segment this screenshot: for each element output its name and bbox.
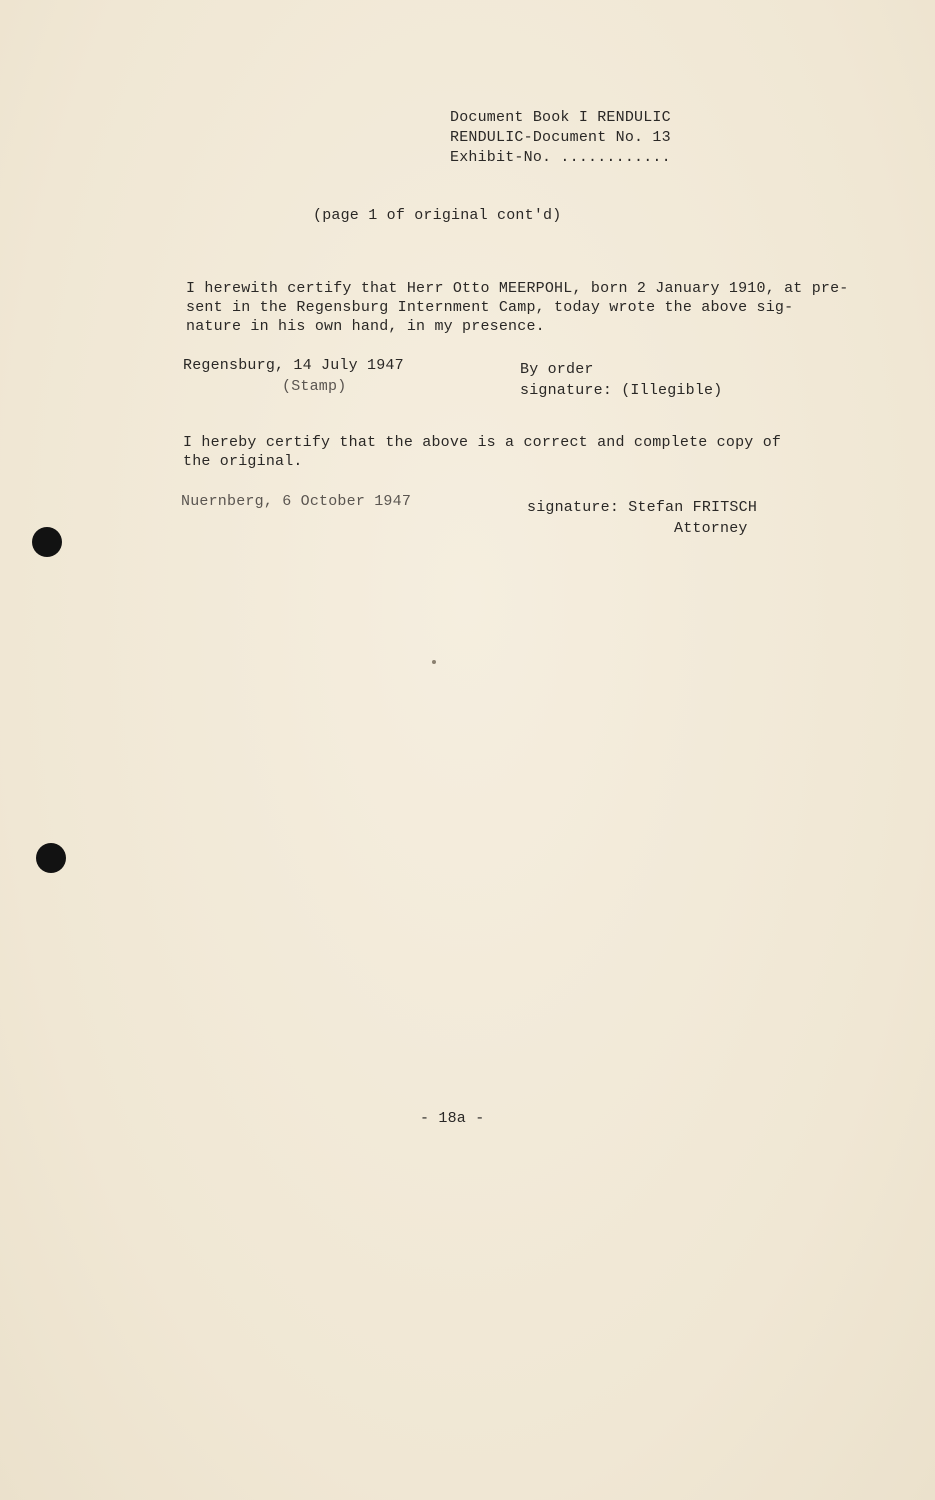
attorney-signature: signature: Stefan FRITSCH xyxy=(527,499,758,516)
certification-line: I herewith certify that Herr Otto MEERPOHL, born 2 January 1910, at pre- xyxy=(186,280,849,297)
header-document-book: Document Book I RENDULIC xyxy=(450,109,671,126)
certification-line: nature in his own hand, in my presence. xyxy=(186,318,545,335)
illegible-signature: signature: (Illegible) xyxy=(520,382,723,399)
punch-hole-upper xyxy=(32,527,62,557)
punch-hole-lower xyxy=(36,843,66,873)
regensburg-place-date: Regensburg, 14 July 1947 xyxy=(183,357,404,374)
stamp-note: (Stamp) xyxy=(282,378,347,395)
continuation-note: (page 1 of original cont'd) xyxy=(313,207,562,224)
copy-certification-line: I hereby certify that the above is a correct and complete copy of xyxy=(183,434,782,451)
page-number: - 18a - xyxy=(420,1110,485,1127)
header-exhibit-number: Exhibit-No. ............ xyxy=(450,149,671,166)
by-order-label: By order xyxy=(520,361,594,378)
header-document-number: RENDULIC-Document No. 13 xyxy=(450,129,671,146)
attorney-title: Attorney xyxy=(674,520,748,537)
paper-speck xyxy=(432,660,436,664)
certification-line: sent in the Regensburg Internment Camp, today wrote the above sig- xyxy=(186,299,794,316)
copy-certification-line: the original. xyxy=(183,453,303,470)
nuernberg-place-date: Nuernberg, 6 October 1947 xyxy=(181,493,412,510)
